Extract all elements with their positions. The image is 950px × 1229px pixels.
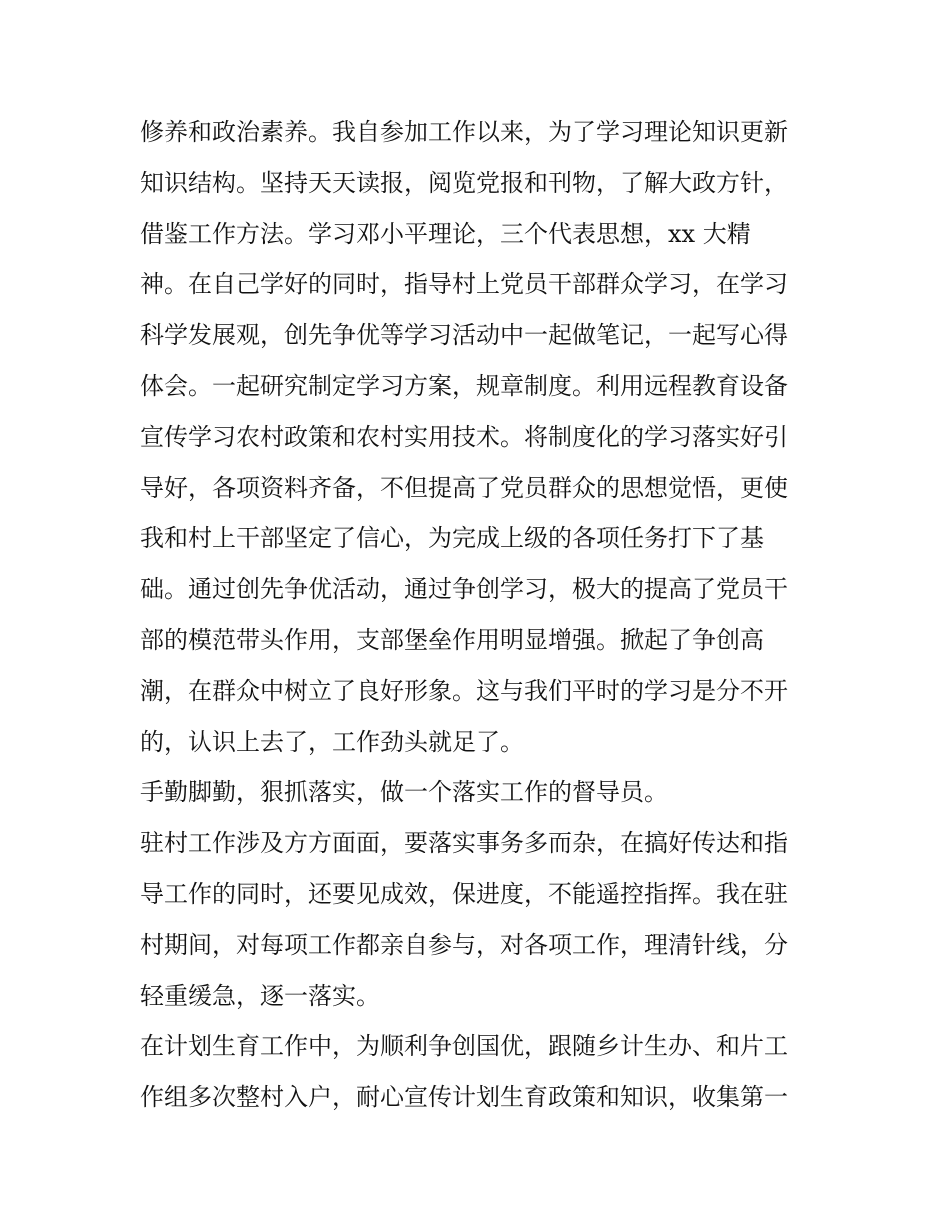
text-line: 导工作的同时，还要见成效，保进度，不能遥控指挥。我在驻: [140, 879, 788, 908]
text-line: 科学发展观，创先争优等学习活动中一起做笔记，一起写心得: [140, 321, 788, 350]
text-line: 轻重缓急，逐一落实。: [140, 981, 380, 1010]
text-line: 我和村上干部坚定了信心，为完成上级的各项任务打下了基: [140, 524, 764, 553]
text-line: 宣传学习农村政策和农村实用技术。将制度化的学习落实好引: [140, 422, 788, 451]
text-line: 驻村工作涉及方方面面，要落实事务多而杂，在搞好传达和指: [140, 829, 788, 858]
text-line: 手勤脚勤，狠抓落实，做一个落实工作的督导员。: [140, 778, 668, 807]
text-line: 潮，在群众中树立了良好形象。这与我们平时的学习是分不开: [140, 676, 788, 705]
text-line: 础。通过创先争优活动，通过争创学习，极大的提高了党员干: [140, 575, 788, 604]
text-line: 作组多次整村入户，耐心宣传计划生育政策和知识，收集第一: [140, 1083, 788, 1112]
text-line: 部的模范带头作用，支部堡垒作用明显增强。掀起了争创高: [140, 625, 764, 654]
text-line: 修养和政治素养。我自参加工作以来，为了学习理论知识更新: [140, 118, 788, 146]
body-text: [140, 107, 830, 1123]
text-line: 知识结构。坚持天天读报，阅览党报和刊物，了解大政方针，: [140, 168, 788, 197]
text-line: 神。在自己学好的同时，指导村上党员干部群众学习，在学习: [140, 270, 788, 299]
text-line: 的，认识上去了，工作劲头就足了。: [140, 727, 524, 756]
text-line: 体会。一起研究制定学习方案，规章制度。利用远程教育设备: [140, 371, 788, 400]
text-line: 借鉴工作方法。学习邓小平理论，三个代表思想，xx 大精: [140, 219, 751, 248]
text-line: 导好，各项资料齐备，不但提高了党员群众的思想觉悟，更使: [140, 473, 788, 502]
text-line: 在计划生育工作中，为顺利争创国优，跟随乡计生办、和片工: [140, 1032, 788, 1061]
text-line: 村期间，对每项工作都亲自参与，对各项工作，理清针线，分: [140, 930, 788, 959]
